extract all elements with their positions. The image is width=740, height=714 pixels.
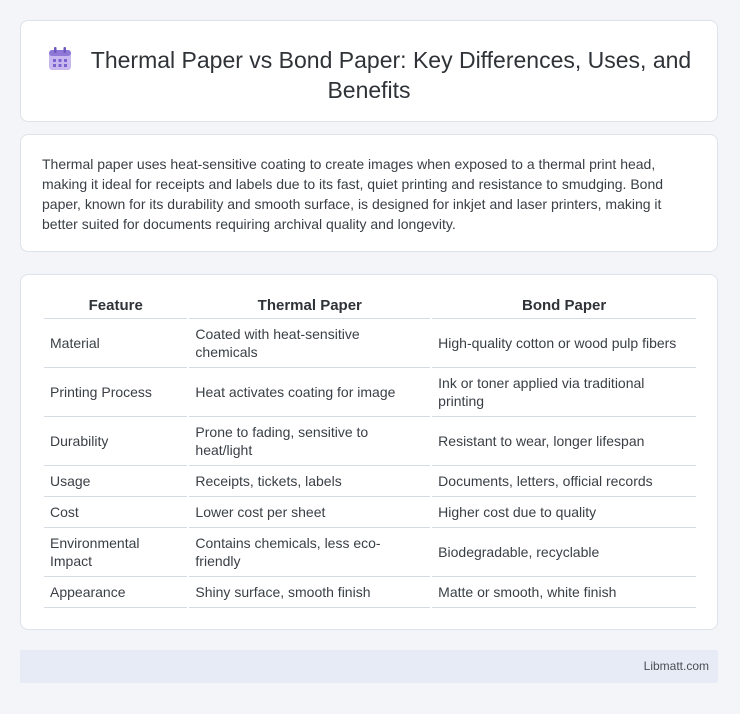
table-row (44, 577, 696, 608)
feature-cell: Durability (44, 417, 187, 466)
bond-cell: Matte or smooth, white finish (432, 577, 696, 608)
header-bond: Bond Paper (432, 293, 696, 319)
header-feature: Feature (44, 293, 187, 319)
feature-cell: Usage (44, 466, 187, 497)
feature-cell: Cost (44, 497, 187, 528)
table-row (44, 497, 696, 528)
table-row (44, 417, 696, 466)
thermal-cell: Prone to fading, sensitive to heat/light (189, 417, 430, 466)
bond-cell: Documents, letters, official records (432, 466, 696, 497)
feature-cell: Material (44, 319, 187, 368)
title-card (20, 20, 718, 122)
footer-site-link[interactable]: Libmatt.com (643, 659, 709, 673)
calendar-icon (47, 46, 73, 72)
table-row (44, 368, 696, 417)
header-thermal: Thermal Paper (189, 293, 430, 319)
feature-cell: Printing Process (44, 368, 187, 417)
thermal-cell: Contains chemicals, less eco-friendly (189, 528, 430, 577)
feature-cell: Environmental Impact (44, 528, 187, 577)
bond-cell: Resistant to wear, longer lifespan (432, 417, 696, 466)
thermal-cell: Receipts, tickets, labels (189, 466, 430, 497)
comparison-card (20, 274, 718, 630)
intro-card (20, 134, 718, 252)
bond-cell: Ink or toner applied via traditional printing (432, 368, 696, 417)
bond-cell: High-quality cotton or wood pulp fibers (432, 319, 696, 368)
page-title-text: Thermal Paper vs Bond Paper: Key Differences, Uses, and Benefits (90, 47, 692, 103)
table-row (44, 528, 696, 577)
page-title (21, 45, 717, 105)
comparison-table (42, 293, 698, 608)
thermal-cell: Coated with heat-sensitive chemicals (189, 319, 430, 368)
thermal-cell: Heat activates coating for image (189, 368, 430, 417)
thermal-cell: Lower cost per sheet (189, 497, 430, 528)
feature-cell: Appearance (44, 577, 187, 608)
intro-paragraph: Thermal paper uses heat-sensitive coating to create images when exposed to a thermal print head, making it ideal for receipts and labels due to its fast, quiet printing and resistance to smudging. Bond paper, known for its durability and smooth surface, is designed for inkjet and laser printers, making it better suited for documents requiring archival quality and longevity. (42, 156, 664, 232)
table-row (44, 466, 696, 497)
footer (20, 650, 718, 683)
bond-cell: Biodegradable, recyclable (432, 528, 696, 577)
thermal-cell: Shiny surface, smooth finish (189, 577, 430, 608)
table-row (44, 319, 696, 368)
table-header-row (44, 293, 696, 319)
bond-cell: Higher cost due to quality (432, 497, 696, 528)
